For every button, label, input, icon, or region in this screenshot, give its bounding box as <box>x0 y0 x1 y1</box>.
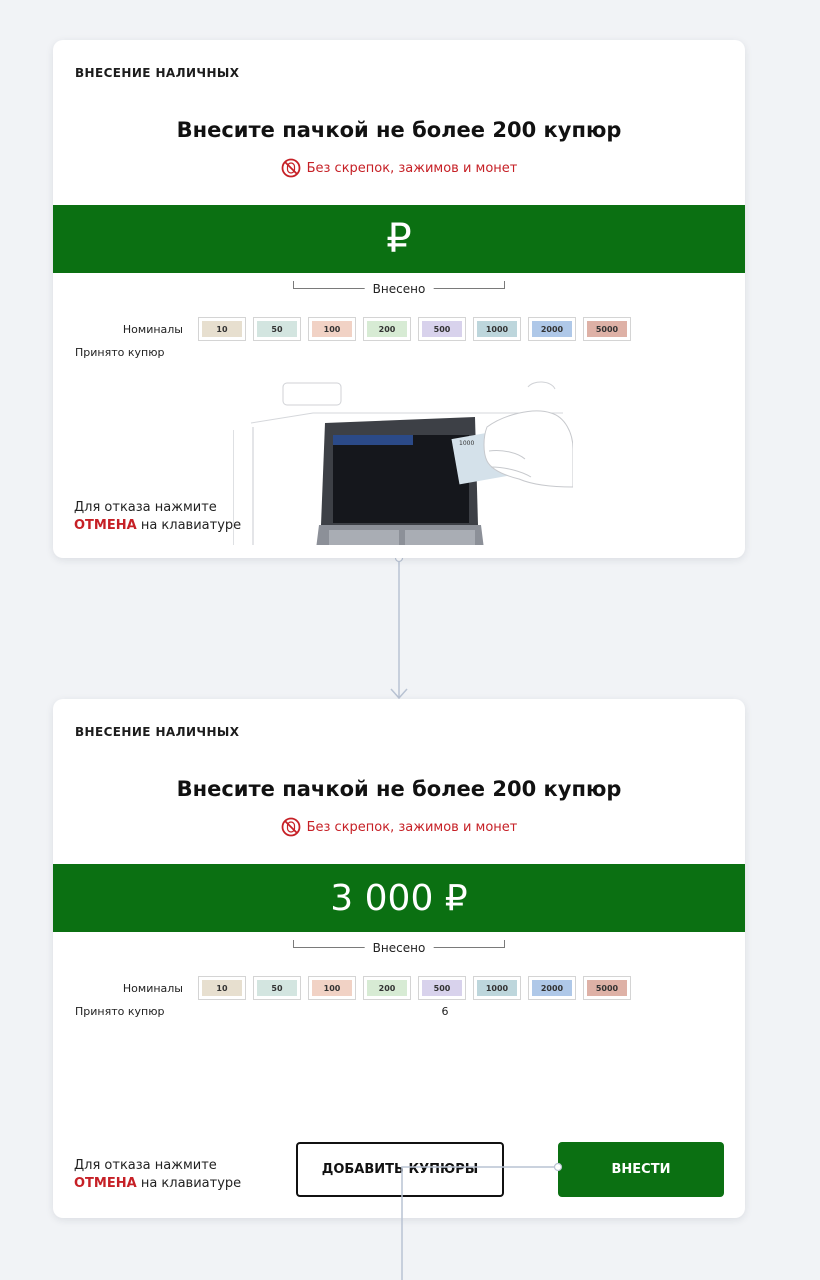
banknote-500 <box>418 317 466 341</box>
banknote-value: 100 <box>312 980 352 996</box>
banknote-value: 10 <box>202 321 242 337</box>
banknote-value: 50 <box>257 980 297 996</box>
banknote-200 <box>363 317 411 341</box>
banknote-1000 <box>473 317 521 341</box>
banknote-200 <box>363 976 411 1000</box>
cash-deposit-screen-accepted <box>53 699 745 1218</box>
deposited-label: Внесено <box>365 941 434 955</box>
cancel-keyword: ОТМЕНА <box>74 1176 137 1191</box>
banknote-10 <box>198 976 246 1000</box>
screen-title: Внесите пачкой не более 200 купюр <box>176 118 622 142</box>
cancel-hint-line: Для отказа нажмите <box>74 1158 217 1173</box>
deposited-bracket <box>293 281 505 295</box>
banknote-10 <box>198 317 246 341</box>
cash-deposit-screen-initial <box>53 40 745 558</box>
deposited-label: Внесено <box>365 282 434 296</box>
denomination-list <box>198 976 631 1000</box>
banknote-value: 500 <box>422 980 462 996</box>
amount-display: ₽ <box>53 205 745 273</box>
cancel-hint-rest: на клавиатуре <box>136 1176 242 1191</box>
banknote-value: 1000 <box>477 321 517 337</box>
banknote-50 <box>253 317 301 341</box>
banknote-value: 500 <box>422 321 462 337</box>
banknote-1000 <box>473 976 521 1000</box>
cancel-keyword: ОТМЕНА <box>74 518 137 533</box>
deposit-button[interactable]: ВНЕСТИ <box>558 1142 724 1197</box>
banknote-100 <box>308 976 356 1000</box>
banknote-5000 <box>583 976 631 1000</box>
deposited-bracket <box>293 940 505 954</box>
banknote-value: 200 <box>367 980 407 996</box>
banknote-5000 <box>583 317 631 341</box>
banknote-value: 5000 <box>587 321 627 337</box>
add-banknotes-button[interactable]: ДОБАВИТЬ КУПЮРЫ <box>296 1142 504 1197</box>
atm-cash-slot-illustration <box>233 375 573 545</box>
banknote-50 <box>253 976 301 1000</box>
cancel-hint-rest: на клавиатуре <box>136 518 242 533</box>
denominations-label: Номиналы <box>122 323 183 336</box>
banknote-2000 <box>528 976 576 1000</box>
banknote-value: 100 <box>312 321 352 337</box>
section-label: ВНЕСЕНИЕ НАЛИЧНЫХ <box>75 725 240 739</box>
denomination-list <box>198 317 631 341</box>
cancel-hint-line: Для отказа нажмите <box>74 500 217 515</box>
section-label: ВНЕСЕНИЕ НАЛИЧНЫХ <box>75 66 240 80</box>
no-clips-icon <box>281 158 301 178</box>
warning-message <box>53 158 745 178</box>
cancel-hint <box>74 1157 241 1193</box>
banknote-500 <box>418 976 466 1000</box>
amount-display: 3 000 ₽ <box>53 864 745 932</box>
warning-message <box>53 817 745 837</box>
illustration-note-value: 1000 <box>459 440 475 447</box>
accepted-notes-label: Принято купюр <box>75 346 165 359</box>
banknote-100 <box>308 317 356 341</box>
banknote-2000 <box>528 317 576 341</box>
accepted-count-500: 6 <box>441 1005 449 1018</box>
warning-text: Без скрепок, зажимов и монет <box>306 160 518 176</box>
accepted-notes-label: Принято купюр <box>75 1005 165 1018</box>
banknote-value: 1000 <box>477 980 517 996</box>
no-clips-icon <box>281 817 301 837</box>
cancel-hint <box>74 499 241 535</box>
banknote-value: 200 <box>367 321 407 337</box>
banknote-value: 2000 <box>532 321 572 337</box>
cancel-hint-key-line <box>74 1175 241 1193</box>
denominations-label: Номиналы <box>122 982 183 995</box>
screen-title: Внесите пачкой не более 200 купюр <box>176 777 622 801</box>
cancel-hint-key-line <box>74 517 241 535</box>
banknote-value: 5000 <box>587 980 627 996</box>
warning-text: Без скрепок, зажимов и монет <box>306 819 518 835</box>
banknote-value: 10 <box>202 980 242 996</box>
banknote-value: 2000 <box>532 980 572 996</box>
banknote-value: 50 <box>257 321 297 337</box>
